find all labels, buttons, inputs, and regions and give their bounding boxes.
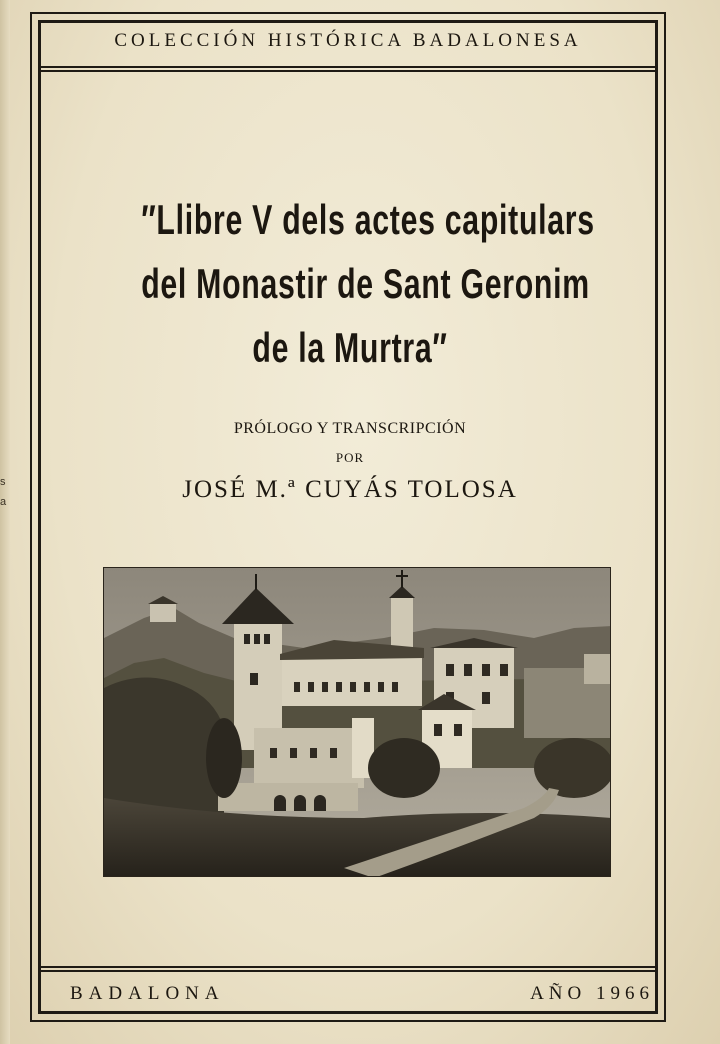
book-title [141,188,595,380]
header-rule-double [38,70,658,72]
prologue-label: PRÓLOGO Y TRANSCRIPCIÓN [233,420,467,437]
footer-rule [38,966,658,968]
title-line-1: ″Llibre V dels actes capitulars [141,196,595,243]
monastery-illustration [103,567,611,877]
monastery-engraving [104,568,611,877]
publication-year: AÑO 1966 [530,983,654,1004]
spine-edge [0,0,10,1044]
header-rule [38,66,658,68]
title-line-2: del Monastir de Sant Geronim [141,260,590,307]
edge-mark-a: a [0,496,7,508]
by-label: POR [335,450,365,465]
title-line-3: de la Murtra″ [252,324,448,371]
publisher-place: BADALONA [70,983,225,1004]
series-title: COLECCIÓN HISTÓRICA BADALONESA [114,30,582,51]
author-name: JOSÉ M.ª CUYÁS TOLOSA [182,476,518,503]
footer-rule-double [38,970,658,972]
edge-mark-s: s [0,476,6,488]
